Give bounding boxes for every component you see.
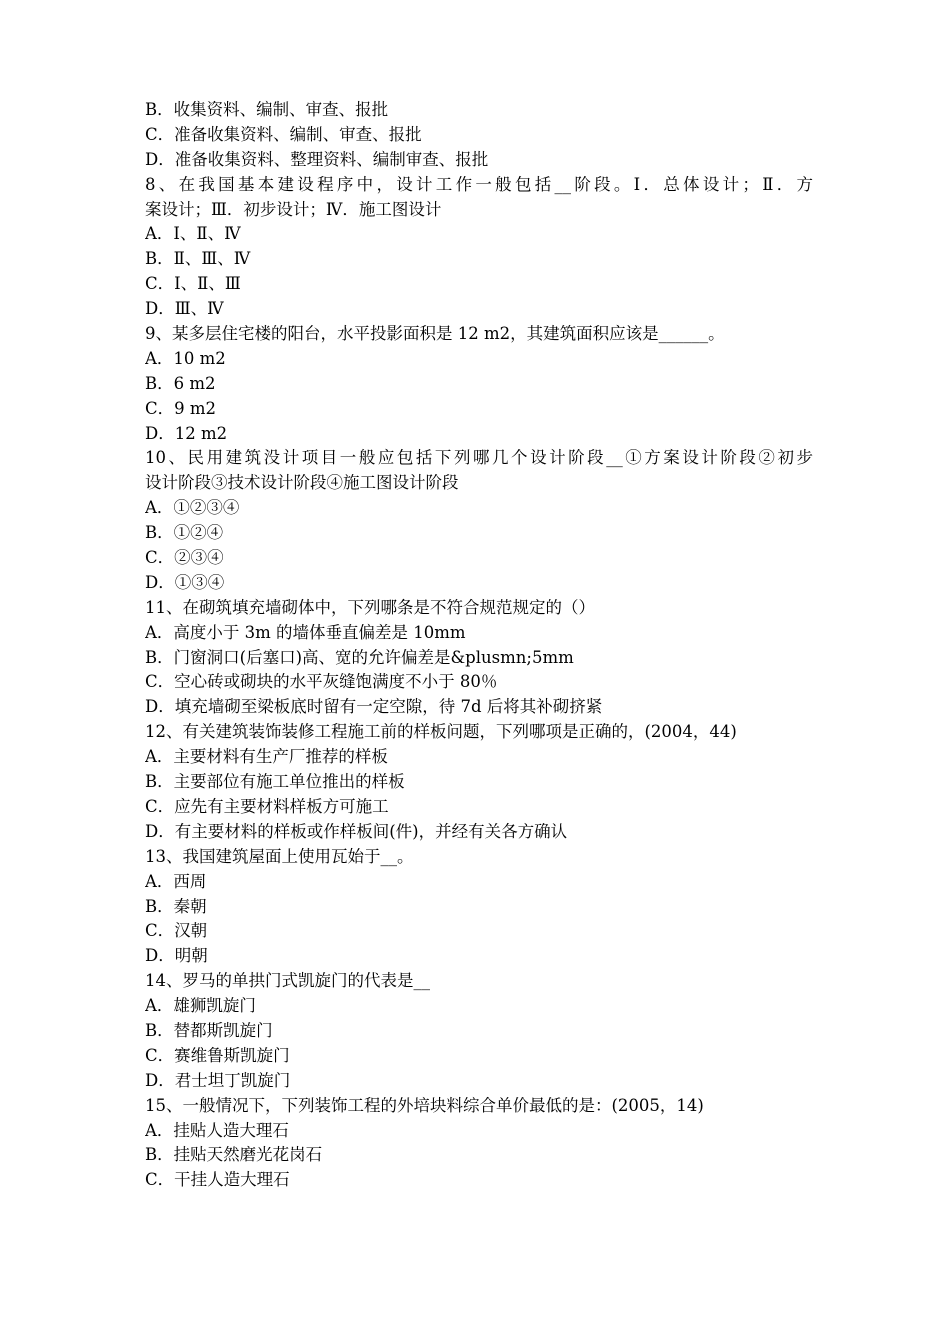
option-line: A．高度小于 3m 的墙体垂直偏差是 10mm [145, 622, 466, 642]
option-line: A．主要材料有生产厂推荐的样板 [145, 747, 388, 767]
option-line: B．Ⅱ、Ⅲ、Ⅳ [145, 249, 251, 269]
document-page [145, 98, 813, 1193]
option-line: B．①②④ [145, 523, 224, 543]
option-line: B．替都斯凯旋门 [145, 1020, 273, 1040]
question-12: 12、有关建筑装饰装修工程施工前的样板问题，下列哪项是正确的，(2004，44) [145, 722, 737, 742]
option-line: A．西周 [145, 871, 207, 891]
option-line: D．准备收集资料、整理资料、编制审查、报批 [145, 149, 489, 169]
question-10-line-1: 10、民用建筑没计项目一般应包括下列哪几个设计阶段__①方案设计阶段②初步 [145, 448, 813, 468]
question-8-line-1: 8、在我国基本建设程序中，设计工作一般包括__阶段。Ⅰ．总体设计；Ⅱ．方 [145, 174, 813, 194]
option-line: B．秦朝 [145, 896, 207, 916]
option-line: B．6 m2 [145, 373, 216, 393]
option-line: A．雄狮凯旋门 [145, 996, 256, 1016]
question-15: 15、一般情况下，下列装饰工程的外培块料综合单价最低的是：(2005，14) [145, 1095, 704, 1115]
question-9: 9、某多层住宅楼的阳台，水平投影面积是 12 m2，其建筑面积应该是______。 [145, 324, 725, 344]
question-14: 14、罗马的单拱门式凯旋门的代表是__ [145, 971, 430, 991]
option-line: A．10 m2 [145, 348, 226, 368]
question-8-line-2: 案设计；Ⅲ．初步设计；Ⅳ．施工图设计 [145, 199, 442, 219]
option-line: A．①②③④ [145, 498, 240, 518]
option-line: C．Ⅰ、Ⅱ、Ⅲ [145, 274, 241, 294]
option-line: A．Ⅰ、Ⅱ、Ⅳ [145, 224, 241, 244]
option-line: B．挂贴天然磨光花岗石 [145, 1145, 323, 1165]
option-line: D．Ⅲ、Ⅳ [145, 299, 224, 319]
option-line: D．有主要材料的样板或作样板间(件)，并经有关各方确认 [145, 821, 568, 841]
option-line: A．挂贴人造大理石 [145, 1120, 289, 1140]
option-line: D．①③④ [145, 572, 225, 592]
option-line: C．干挂人造大理石 [145, 1170, 290, 1190]
question-13: 13、我国建筑屋面上使用瓦始于__。 [145, 846, 414, 866]
option-line: C．应先有主要材料样板方可施工 [145, 796, 389, 816]
option-line: D．12 m2 [145, 423, 228, 443]
option-line: D．君士坦丁凯旋门 [145, 1070, 291, 1090]
option-line: C．准备收集资料、编制、审查、报批 [145, 124, 422, 144]
option-line: C．赛维鲁斯凯旋门 [145, 1045, 290, 1065]
option-line: B．主要部位有施工单位推出的样板 [145, 772, 405, 792]
option-line: C．汉朝 [145, 921, 208, 941]
option-line: C．②③④ [145, 548, 224, 568]
option-line: B．收集资料、编制、审查、报批 [145, 100, 389, 119]
option-line: D．明朝 [145, 946, 208, 966]
question-11: 11、在砌筑填充墙砌体中，下列哪条是不符合规范规定的（） [145, 597, 595, 617]
option-line: B．门窗洞口(后塞口)高、宽的允许偏差是&plusmn;5mm [145, 647, 574, 667]
option-line: C．空心砖或砌块的水平灰缝饱满度不小于 80％ [145, 672, 498, 692]
question-10-line-2: 设计阶段③技术设计阶段④施工图设计阶段 [145, 473, 459, 493]
option-line: D．填充墙砌至梁板底时留有一定空隙，待 7d 后将其补砌挤紧 [145, 697, 603, 717]
option-line: C．9 m2 [145, 398, 217, 418]
